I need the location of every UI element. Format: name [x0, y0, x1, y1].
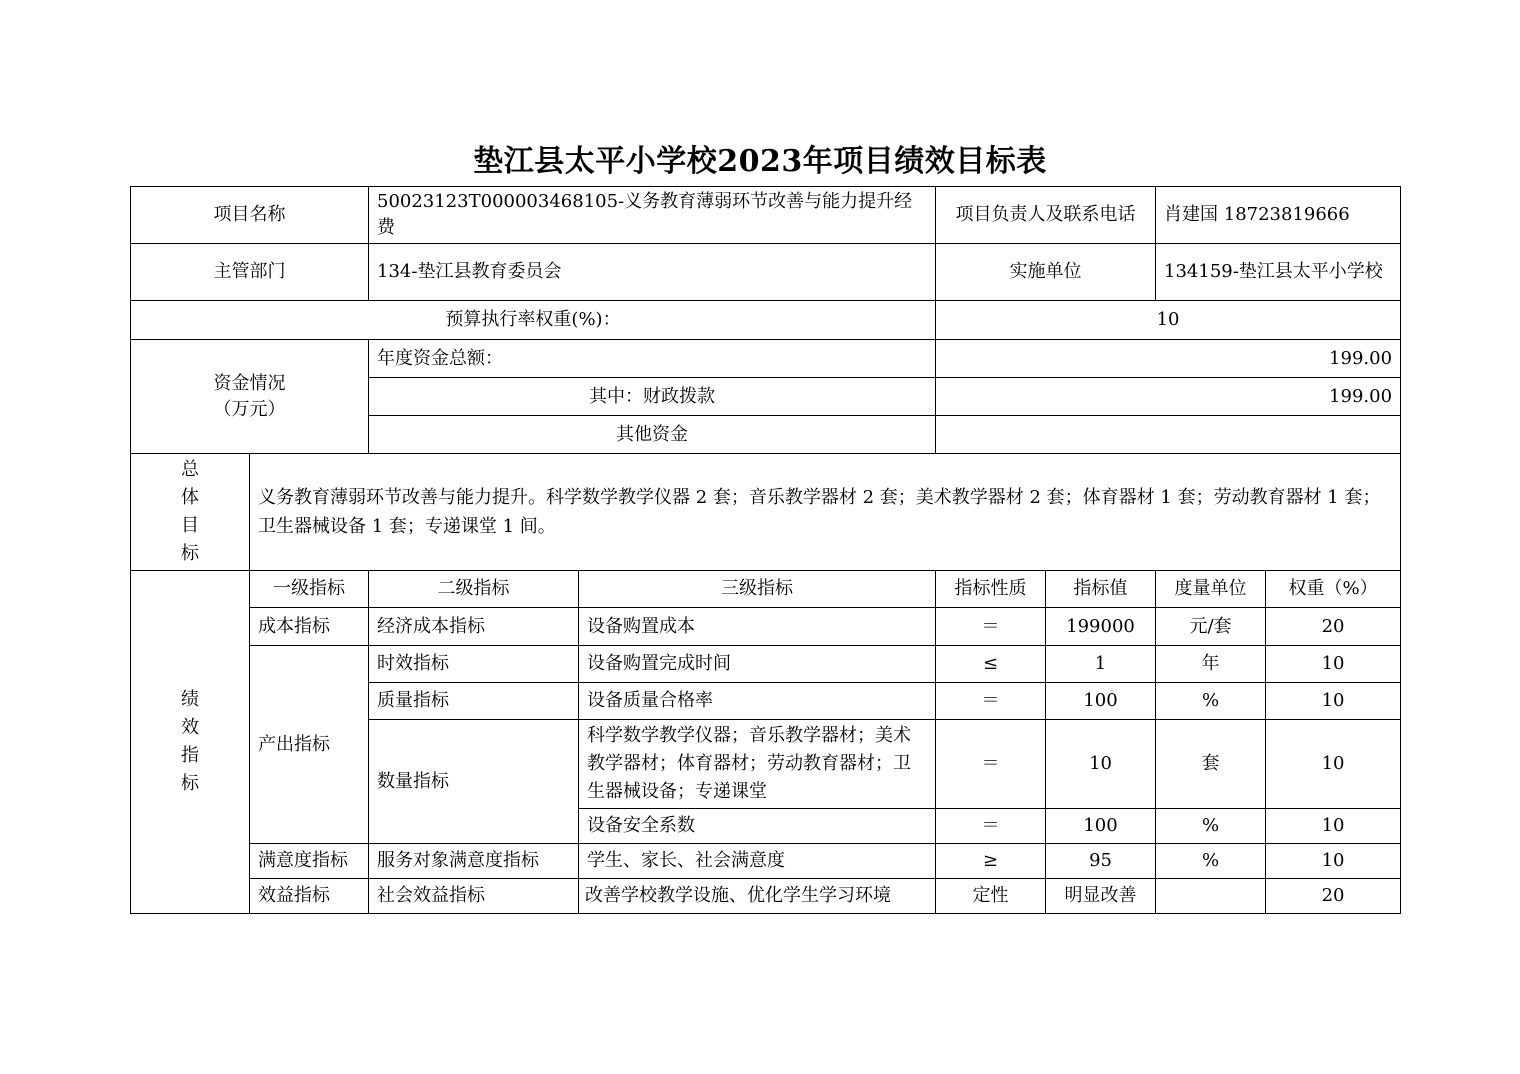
l2-cell: 经济成本指标 [369, 608, 579, 646]
budget-weight-value: 10 [936, 301, 1401, 340]
project-name-row [131, 187, 1401, 244]
l2-cell: 服务对象满意度指标 [369, 844, 579, 879]
value-cell: 明显改善 [1046, 879, 1156, 914]
header-l3: 三级指标 [579, 571, 936, 608]
funds-fiscal-value: 199.00 [936, 378, 1401, 416]
overall-goal-text: 义务教育薄弱环节改善与能力提升。科学数学教学仪器 2 套；音乐教学器材 2 套；美术教学器材 2 套；体育器材 1 套；劳动教育器材 1 套；卫生器械设备 1 套；专递课堂 1 间。 [250, 454, 1401, 571]
header-weight: 权重（%） [1266, 571, 1401, 608]
l3-cell: 设备购置成本 [579, 608, 936, 646]
weight-cell: 10 [1266, 720, 1401, 809]
header-l1: 一级指标 [250, 571, 369, 608]
unit-label: 实施单位 [936, 244, 1156, 301]
funds-label [131, 340, 369, 454]
table-row [131, 844, 1401, 879]
l3-cell: 科学数学教学仪器；音乐教学器材；美术教学器材；体育器材；劳动教育器材；卫生器械设备；专递课堂 [579, 720, 936, 809]
performance-table [130, 186, 1401, 914]
project-owner-value: 肖建国 18723819666 [1156, 187, 1401, 244]
dept-label: 主管部门 [131, 244, 369, 301]
indicator-label-char: 指 [181, 745, 199, 766]
value-cell: 1 [1046, 646, 1156, 683]
nature-cell: ＝ [936, 608, 1046, 646]
funds-label-line2: （万元） [213, 398, 286, 420]
overall-label-char: 总 [181, 459, 199, 480]
l2-cell: 质量指标 [369, 683, 579, 720]
funds-other-value [936, 416, 1401, 454]
nature-cell: 定性 [936, 879, 1046, 914]
header-l2: 二级指标 [369, 571, 579, 608]
unit-cell: 套 [1156, 720, 1266, 809]
funds-other-label: 其他资金 [369, 416, 936, 454]
weight-cell: 10 [1266, 809, 1401, 844]
project-owner-label: 项目负责人及联系电话 [936, 187, 1156, 244]
unit-cell: 元/套 [1156, 608, 1266, 646]
l2-cell: 社会效益指标 [369, 879, 579, 914]
project-name-value: 50023123T000003468105-义务教育薄弱环节改善与能力提升经费 [369, 187, 936, 244]
overall-label-char: 目 [181, 515, 199, 536]
table-row [131, 608, 1401, 646]
unit-cell: 年 [1156, 646, 1266, 683]
unit-cell [1156, 879, 1266, 914]
l3-cell: 设备安全系数 [579, 809, 936, 844]
weight-cell: 10 [1266, 646, 1401, 683]
overall-label-char: 标 [181, 543, 199, 564]
value-cell: 10 [1046, 720, 1156, 809]
page-title: 垫江县太平小学校2023年项目绩效目标表 [473, 144, 1047, 179]
l2-cell: 数量指标 [369, 720, 579, 844]
project-name-label: 项目名称 [131, 187, 369, 244]
table-row [131, 646, 1401, 683]
l1-cell: 效益指标 [250, 879, 369, 914]
budget-weight-row [131, 301, 1401, 340]
funds-total-value: 199.00 [936, 340, 1401, 378]
overall-label-char: 体 [181, 487, 199, 508]
budget-weight-label: 预算执行率权重(%)： [131, 301, 936, 340]
unit-cell: % [1156, 809, 1266, 844]
funds-fiscal-label: 其中：财政拨款 [369, 378, 936, 416]
indicator-label-char: 效 [181, 717, 199, 738]
l3-cell: 学生、家长、社会满意度 [579, 844, 936, 879]
value-cell: 100 [1046, 809, 1156, 844]
nature-cell: ＝ [936, 720, 1046, 809]
nature-cell: ≤ [936, 646, 1046, 683]
weight-cell: 20 [1266, 879, 1401, 914]
nature-cell: ＝ [936, 683, 1046, 720]
value-cell: 199000 [1046, 608, 1156, 646]
indicator-section-label [131, 571, 250, 914]
weight-cell: 10 [1266, 683, 1401, 720]
overall-goal-label [131, 454, 250, 571]
weight-cell: 20 [1266, 608, 1401, 646]
header-value: 指标值 [1046, 571, 1156, 608]
nature-cell: ＝ [936, 809, 1046, 844]
value-cell: 100 [1046, 683, 1156, 720]
l1-cell: 产出指标 [250, 646, 369, 844]
l2-cell: 时效指标 [369, 646, 579, 683]
unit-cell: % [1156, 683, 1266, 720]
table-row [131, 879, 1401, 914]
unit-value: 134159-垫江县太平小学校 [1156, 244, 1401, 301]
dept-value: 134-垫江县教育委员会 [369, 244, 936, 301]
header-unit: 度量单位 [1156, 571, 1266, 608]
funds-total-label: 年度资金总额： [369, 340, 936, 378]
header-nature: 指标性质 [936, 571, 1046, 608]
unit-cell: % [1156, 844, 1266, 879]
indicator-label-char: 绩 [181, 689, 199, 710]
department-row [131, 244, 1401, 301]
funds-label-line1: 资金情况 [213, 372, 286, 394]
funds-total-row [131, 340, 1401, 378]
l3-cell: 设备质量合格率 [579, 683, 936, 720]
value-cell: 95 [1046, 844, 1156, 879]
weight-cell: 10 [1266, 844, 1401, 879]
l3-cell: 设备购置完成时间 [579, 646, 936, 683]
overall-goal-row [131, 454, 1401, 571]
l1-cell: 满意度指标 [250, 844, 369, 879]
l1-cell: 成本指标 [250, 608, 369, 646]
indicator-header-row [131, 571, 1401, 608]
l3-cell: 改善学校教学设施、优化学生学习环境 [579, 879, 936, 914]
indicator-label-char: 标 [181, 773, 199, 794]
nature-cell: ≥ [936, 844, 1046, 879]
